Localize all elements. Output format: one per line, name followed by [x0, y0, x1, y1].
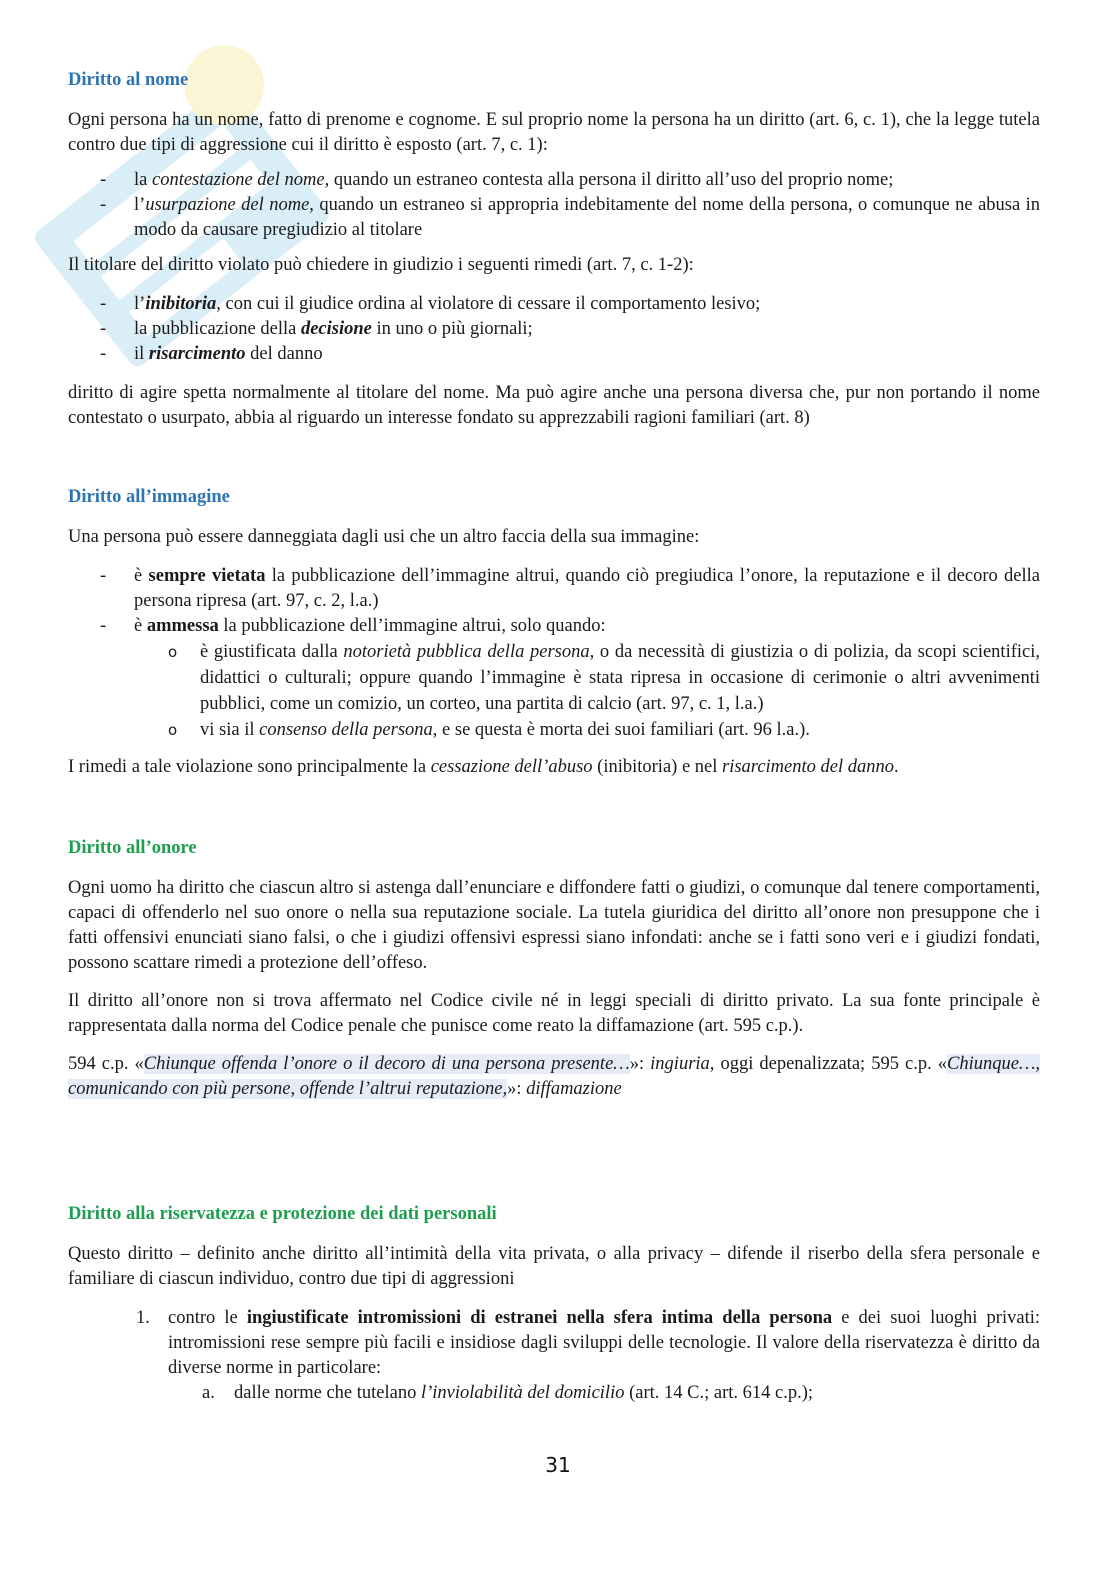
list-immagine: [68, 564, 1040, 743]
page-content: [68, 66, 1040, 1406]
sublist-item: o è giustificata dalla notorietà pubblica della persona, o da necessità di giustizia o di polizia, da scopi scientifici, didattici o culturali; oppure quando l’immagine è stata ripresa in occasione di cerimonie o altri avvenimenti pubblici, come un comizio, un corteo, una partita di calcio (art. 97, c. 1, l.a.): [134, 639, 1040, 717]
paragraph: Questo diritto – definito anche diritto all’intimità della vita privata, o alla privacy – difende il riserbo della sfera personale e familiare di ciascun individuo, contro due tipi di aggressioni: [68, 1244, 1040, 1289]
number-marker: 1.: [136, 1308, 150, 1328]
circle-marker: o: [168, 643, 178, 661]
sublist-immagine: [134, 639, 1040, 743]
list-item: - l’usurpazione del nome, quando un estraneo si appropria indebitamente del nome della persona, o comunque ne abusa in modo da causare pregiudizio al titolare: [100, 195, 1041, 240]
list-item: - il risarcimento del danno: [68, 342, 1040, 367]
list-rimedi: [68, 292, 1040, 367]
paragraph: I rimedi a tale violazione sono principalmente la cessazione dell’abuso (inibitoria) e nel risarcimento del danno.: [68, 757, 899, 777]
paragraph-citazioni: 594 c.p. «Chiunque offenda l’onore o il decoro di una persona presente…»: ingiuria, oggi depenalizzata; 595 c.p. «Chiunque…, comunicando con più persone, offende l’altrui reputazione,»: diffamazione: [68, 1054, 1041, 1099]
heading-diritto-immagine: Diritto all’immagine: [68, 487, 230, 507]
list-item: - è ammessa la pubblicazione dell’immagine altrui, solo quando: o è giustificata dalla notorietà pubblica della persona, o da necessità di giustizia o di polizia, da scopi scientifici, didattici o culturali; oppure quando l’immagine è stata ripresa in occasione di cerimonie o altri avvenimenti pubblici, come un comizio, un corteo, una partita di calcio (art. 97, c. 1, l.a.) o vi sia il consenso della persona, e se questa è morta dei suoi familiari (art. 96 l.a.).: [68, 614, 1040, 743]
dash-marker: -: [100, 294, 107, 314]
list-item: - è sempre vietata la pubblicazione dell’immagine altrui, quando ciò pregiudica l’onore, la reputazione e il decoro della persona ripresa (art. 97, c. 2, l.a.): [100, 566, 1041, 611]
dash-marker: -: [100, 170, 107, 190]
paragraph: diritto di agire spetta normalmente al titolare del nome. Ma può agire anche una persona diversa che, pur non portando il nome contestato o usurpato, abbia al riguardo un interesse fondato su apprezzabili ragioni familiari (art. 8): [68, 383, 1040, 428]
list-item: - la contestazione del nome, quando un estraneo contesta alla persona il diritto all’uso del proprio nome;: [68, 168, 1040, 193]
page-number: 31: [545, 1453, 571, 1477]
paragraph: Una persona può essere danneggiata dagli usi che un altro faccia della sua immagine:: [68, 527, 700, 547]
letter-marker: a.: [202, 1383, 215, 1403]
list-aggressioni-nome: [68, 168, 1040, 243]
numbered-item: 1. contro le ingiustificate intromissioni di estranei nella sfera intima della persona e dei suoi luoghi privati: intromissioni rese sempre più facili e insidiose dagli sviluppi delle tecnologie. Il valore della riservatezza è diritto da diverse norme in particolare: a. dalle norme che tutelano l’inviolabilità del domicilio (art. 14 C.; art. 614 c.p.);: [68, 1306, 1040, 1406]
paragraph: Il titolare del diritto violato può chiedere in giudizio i seguenti rimedi (art. 7, c. 1-2):: [68, 255, 694, 275]
paragraph: Il diritto all’onore non si trova affermato nel Codice civile né in leggi speciali di diritto privato. La sua fonte principale è rappresentata dalla norma del Codice penale che punisce come reato la diffamazione (art. 595 c.p.).: [68, 991, 1040, 1036]
list-item: - la pubblicazione della decisione in uno o più giornali;: [68, 317, 1040, 342]
circle-marker: o: [168, 721, 178, 739]
dash-marker: -: [100, 616, 107, 636]
dash-marker: -: [100, 344, 107, 364]
paragraph: Ogni uomo ha diritto che ciascun altro si astenga dall’enunciare e diffondere fatti o giudizi, o comunque dal tenere comportamenti, capaci di offenderlo nel suo onore o nella sua reputazione sociale. La tutela giuridica del diritto all’onore non presuppone che i fatti offensivi enunciati siano falsi, o che i giudizi offensivi espressi siano infondati: anche se i fatti sono veri e i giudizi fondati, possono scattare rimedi a protezione dell’offeso.: [68, 878, 1040, 973]
paragraph: Ogni persona ha un nome, fatto di prenome e cognome. E sul proprio nome la persona ha un diritto (art. 6, c. 1), che la legge tutela contro due tipi di aggressione cui il diritto è esposto (art. 7, c. 1):: [68, 110, 1040, 155]
heading-diritto-riservatezza: Diritto alla riservatezza e protezione dei dati personali: [68, 1204, 497, 1224]
heading-diritto-onore: Diritto all’onore: [68, 838, 197, 858]
sublist-item: o vi sia il consenso della persona, e se questa è morta dei suoi familiari (art. 96 l.a.).: [134, 717, 1040, 743]
heading-diritto-al-nome: Diritto al nome: [68, 70, 189, 90]
dash-marker: -: [100, 566, 107, 586]
alpha-list: [168, 1381, 1040, 1406]
alpha-item: a. dalle norme che tutelano l’inviolabilità del domicilio (art. 14 C.; art. 614 c.p.);: [168, 1381, 1040, 1406]
dash-marker: -: [100, 195, 107, 215]
list-item: - l’inibitoria, con cui il giudice ordina al violatore di cessare il comportamento lesivo;: [68, 292, 1040, 317]
numbered-list: [68, 1306, 1040, 1406]
dash-marker: -: [100, 319, 107, 339]
